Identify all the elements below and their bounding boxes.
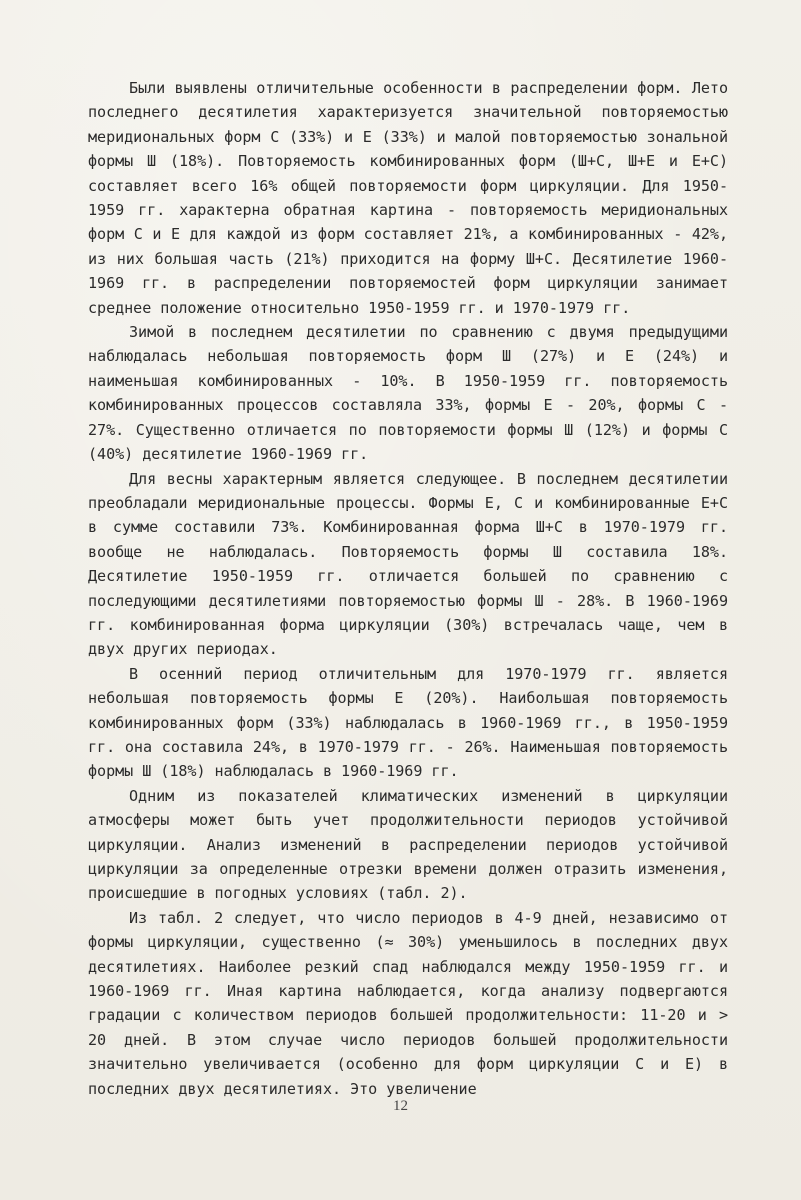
paragraph-spring-circulation: Для весны характерным является следующее. В последнем десятилетии преобладали меридиональные процессы. Формы Е, С и комбинированные Е+С в сумме составили 73%. Комбинированная форма Ш+С в 1970-1979 гг. вообще не наблюдалась. Повторяемость формы Ш составила 18%. Десятилетие 1950-1959 гг. отличается большей по сравнению с последующими десятилетиями повторяемостью формы Ш - 28%. В 1960-1969 гг. комбинированная форма циркуляции (30%) встречалась чаще, чем в двух других периодах. [88, 469, 728, 659]
paragraph-winter-circulation: Зимой в последнем десятилетии по сравнению с двумя предыдущими наблюдалась небольшая повторяемость форм Ш (27%) и Е (24%) и наименьшая комбинированных - 10%. В 1950-1959 гг. повторяемость комбинированных процессов составляла 33%, формы Е - 20%, формы С - 27%. Существенно отличается по повторяемости формы Ш (12%) и формы С (40%) десятилетие 1960-1969 гг. [88, 323, 728, 464]
paragraph-stable-periods: Одним из показателей климатических изменений в циркуляции атмосферы может быть учет продолжительности периодов устойчивой циркуляции. Анализ изменений в распределении периодов устойчивой циркуляции за определенные отрезки времени должен отразить изменения, происшедшие в погодных условиях (табл. 2). [88, 786, 728, 903]
page-number: 12 [393, 1098, 408, 1114]
paragraph-autumn-circulation: В осенний период отличительным для 1970-1979 гг. является небольшая повторяемость формы Е (20%). Наибольшая повторяемость комбинированных форм (33%) наблюдалась в 1960-1969 гг., в 1950-1959 гг. она составила 24%, в 1970-1979 гг. - 26%. Наименьшая повторяемость формы Ш (18%) наблюдалась в 1960-1969 гг. [88, 664, 728, 781]
paragraph-table-analysis: Из табл. 2 следует, что число периодов в 4-9 дней, независимо от формы циркуляции, существенно (≈ 30%) уменьшилось в последних двух десятилетиях. Наиболее резкий спад наблюдался между 1950-1959 гг. и 1960-1969 гг. Иная картина наблюдается, когда анализу подвергаются градации с количеством периодов большей продолжительности: 11-20 и > 20 дней. В этом случае число периодов большей продолжительности значительно увеличивается (особенно для форм циркуляции С и Е) в последних двух десятилетиях. Это увеличение [88, 908, 728, 1098]
body-text [88, 76, 728, 1101]
paragraph-summer-circulation: Были выявлены отличительные особенности в распределении форм. Лето последнего десятилетия характеризуется значительной повторяемостью меридиональных форм С (33%) и Е (33%) и малой повторяемостью зональной формы Ш (18%). Повторяемость комбинированных форм (Ш+С, Ш+Е и Е+С) составляет всего 16% общей повторяемости форм циркуляции. Для 1950-1959 гг. характерна обратная картина - повторяемость меридиональных форм С и Е для каждой из форм составляет 21%, а комбинированных - 42%, из них большая часть (21%) приходится на форму Ш+С. Десятилетие 1960-1969 гг. в распределении повторяемостей форм циркуляции занимает среднее положение относительно 1950-1959 гг. и 1970-1979 гг. [88, 79, 728, 317]
